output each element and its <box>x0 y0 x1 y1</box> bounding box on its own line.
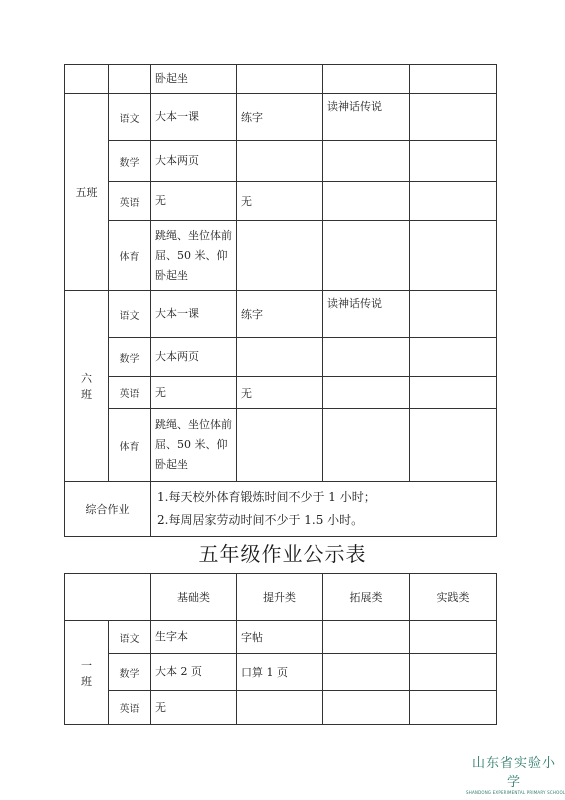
subject-cell: 数学 <box>109 141 151 182</box>
table-row <box>65 221 497 291</box>
subject-cell: 英语 <box>109 377 151 409</box>
basic-line: 屈、50 米、仰 <box>155 438 228 451</box>
school-logo <box>466 752 565 795</box>
class-name-line: 六 <box>81 372 92 385</box>
subject-cell: 语文 <box>109 291 151 338</box>
class-name-line: 班 <box>81 388 92 401</box>
basic-cell: 大本一课 <box>151 291 237 338</box>
basic-cell: 大本 2 页 <box>151 654 237 691</box>
subject-cell: 语文 <box>109 94 151 141</box>
practice-cell <box>410 221 497 291</box>
subject-cell: 体育 <box>109 409 151 482</box>
improve-cell: 无 <box>237 377 323 409</box>
basic-cell: 大本两页 <box>151 338 237 377</box>
basic-line: 卧起坐 <box>155 268 188 282</box>
table-row <box>65 291 497 338</box>
basic-line: 跳绳、坐位体前 <box>155 418 232 431</box>
class-name-line: 一 <box>81 658 92 672</box>
table-row <box>65 691 497 725</box>
table-cell <box>410 65 497 94</box>
comprehensive-content <box>151 482 497 537</box>
improve-cell: 字帖 <box>237 621 323 654</box>
comprehensive-label: 综合作业 <box>65 482 151 537</box>
practice-cell <box>410 182 497 221</box>
improve-cell <box>237 141 323 182</box>
basic-line: 跳绳、坐位体前 <box>155 228 232 242</box>
extend-cell <box>323 182 410 221</box>
class-name <box>65 291 109 482</box>
header-cell: 基础类 <box>151 574 237 621</box>
subject-cell: 体育 <box>109 221 151 291</box>
table-cell <box>65 65 109 94</box>
table-row <box>65 338 497 377</box>
class-name-line: 班 <box>81 674 92 688</box>
subject-cell: 语文 <box>109 621 151 654</box>
homework-table-continued <box>64 64 497 537</box>
practice-cell <box>410 141 497 182</box>
basic-cell: 大本两页 <box>151 141 237 182</box>
table-row <box>65 94 497 141</box>
practice-cell <box>410 291 497 338</box>
table-cell <box>323 65 410 94</box>
basic-cell: 无 <box>151 377 237 409</box>
practice-cell <box>410 654 497 691</box>
table-row <box>65 482 497 537</box>
basic-cell: 无 <box>151 691 237 725</box>
improve-cell <box>237 409 323 482</box>
subject-cell: 英语 <box>109 691 151 725</box>
extend-cell <box>323 621 410 654</box>
improve-cell <box>237 221 323 291</box>
table-row <box>65 65 497 94</box>
improve-cell: 口算 1 页 <box>237 654 323 691</box>
extend-cell <box>323 377 410 409</box>
improve-cell: 练字 <box>237 291 323 338</box>
subject-cell: 数学 <box>109 654 151 691</box>
extend-cell <box>323 221 410 291</box>
subject-cell: 数学 <box>109 338 151 377</box>
header-cell: 提升类 <box>237 574 323 621</box>
header-cell: 实践类 <box>410 574 497 621</box>
table-row <box>65 621 497 654</box>
comprehensive-line: 2.每周居家劳动时间不少于 1.5 小时。 <box>157 513 364 527</box>
table-row <box>65 182 497 221</box>
table-row <box>65 409 497 482</box>
practice-cell <box>410 94 497 141</box>
practice-cell <box>410 409 497 482</box>
basic-cell: 大本一课 <box>151 94 237 141</box>
extend-cell <box>323 338 410 377</box>
table-cell <box>109 65 151 94</box>
basic-line: 屈、50 米、仰 <box>155 248 228 262</box>
extend-cell <box>323 691 410 725</box>
practice-cell <box>410 621 497 654</box>
extend-cell <box>323 409 410 482</box>
basic-cell: 生字本 <box>151 621 237 654</box>
table-row <box>65 654 497 691</box>
school-name: 山东省实验小学 <box>471 756 556 790</box>
extend-cell: 读神话传说 <box>323 291 410 338</box>
homework-table <box>64 573 497 725</box>
improve-cell <box>237 691 323 725</box>
extend-cell <box>323 141 410 182</box>
comprehensive-line: 1.每天校外体育锻炼时间不少于 1 小时； <box>157 490 376 504</box>
improve-cell: 无 <box>237 182 323 221</box>
basic-cell: 无 <box>151 182 237 221</box>
extend-cell: 读神话传说 <box>323 94 410 141</box>
page-title: 五年级作业公示表 <box>198 542 367 566</box>
table-cell: 卧起坐 <box>151 65 237 94</box>
practice-cell <box>410 691 497 725</box>
table-header-row <box>65 574 497 621</box>
class-name: 五班 <box>65 94 109 291</box>
table-row <box>65 377 497 409</box>
extend-cell <box>323 654 410 691</box>
improve-cell: 练字 <box>237 94 323 141</box>
practice-cell <box>410 377 497 409</box>
basic-line: 卧起坐 <box>155 458 188 471</box>
table-row <box>65 141 497 182</box>
practice-cell <box>410 338 497 377</box>
class-name <box>65 621 109 725</box>
basic-cell <box>151 221 237 291</box>
subject-cell: 英语 <box>109 182 151 221</box>
basic-cell <box>151 409 237 482</box>
table-cell <box>237 65 323 94</box>
header-cell: 拓展类 <box>323 574 410 621</box>
school-name-en: SHANDONG EXPERIMENTAL PRIMARY SCHOOL <box>466 790 565 795</box>
header-cell <box>65 574 151 621</box>
improve-cell <box>237 338 323 377</box>
